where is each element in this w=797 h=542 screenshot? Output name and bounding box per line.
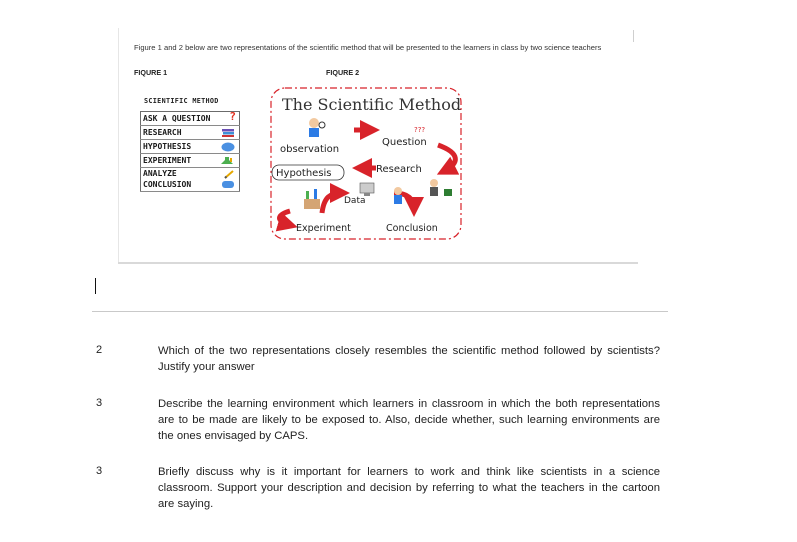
page-corner-mark [633,30,634,42]
intro-text: Figure 1 and 2 below are two representations of the scientific method that will be presented to the learners in class by two science teachers [134,43,602,52]
figure1-title: SCIENTIFIC METHOD [144,97,219,105]
question-text: Describe the learning environment which learners in classroom in which the both representations are to be made are likely to be exposed to. Also, decide whether, such learning environments are the ones envisaged by CAPS. [158,398,660,442]
step-row [141,112,240,126]
speech-icon [221,180,235,189]
step-label: ANALYZE [143,168,177,178]
step-row [141,168,240,179]
step-label: ASK A QUESTION [143,114,211,123]
question-number: 3 [96,465,103,477]
question-text: Briefly discuss why is it important for learners to work and think like scientists in a science classroom. Support your description and decision by referring to what the teachers in the cartoon are saying. [158,466,660,510]
data-label: Data [344,196,366,206]
step-row [141,154,240,168]
step-label: CONCLUSION [143,180,192,189]
hypothesis-label: Hypothesis [276,168,332,179]
question-marks: ??? [414,126,426,134]
thought-bubble-icon [221,142,235,152]
conclusion-label: Conclusion [386,223,438,234]
step-label: RESEARCH [143,128,182,137]
worksheet-bottom-rule [118,262,638,264]
experiment-label: Experiment [296,223,351,234]
observation-label: observation [280,144,340,155]
question-number: 2 [96,344,103,356]
step-label: EXPERIMENT [143,156,192,165]
text-cursor [95,278,96,294]
question-number: 3 [96,397,103,409]
presenter-icon [394,187,402,204]
books-icon [221,128,235,137]
section-divider [92,311,668,312]
step-label: HYPOTHESIS [143,142,192,151]
step-row [141,140,240,154]
question-mark: ? [229,110,236,123]
figure2-label: FIQURE 2 [326,68,360,77]
step-row [141,126,240,140]
figure1-steps-table [140,111,240,192]
figure1-label: FIQURE 1 [134,68,168,77]
research-label: Research [376,164,422,175]
figure2-diagram [268,85,464,242]
question-text: Which of the two representations closely resembles the scientific method followed by scientists? Justify your answer [158,345,660,373]
figure2-title: The Scientific Method [282,95,462,114]
step-row [141,178,240,192]
question-label: Question [382,137,427,148]
flask-icon [221,156,235,165]
